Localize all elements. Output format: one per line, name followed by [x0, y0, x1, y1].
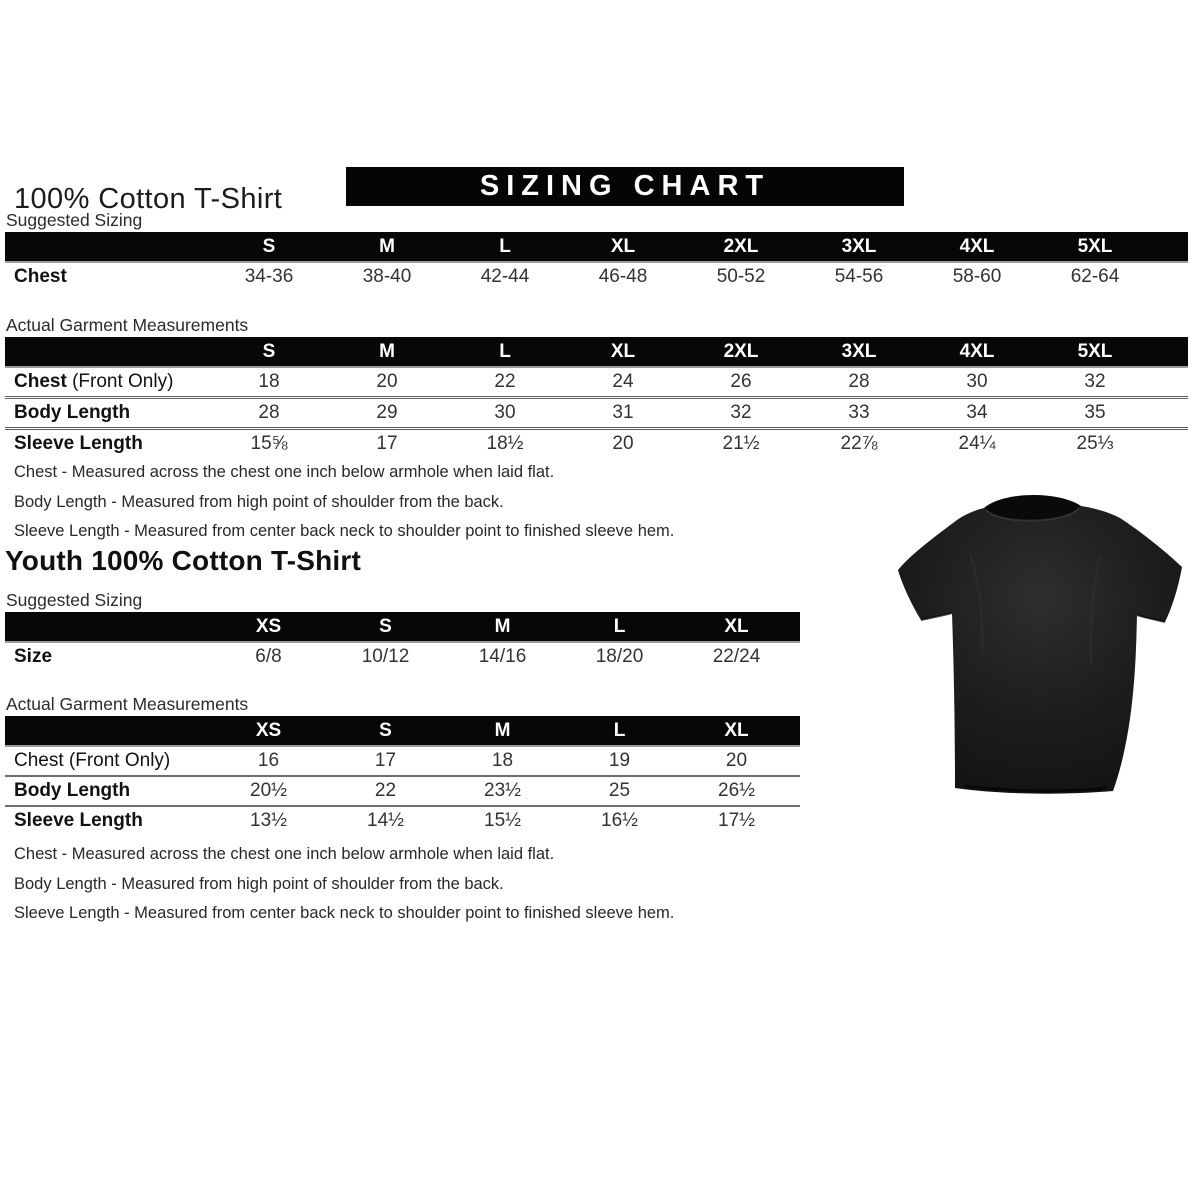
row-label: Sleeve Length — [14, 810, 143, 831]
table-cell: 14½ — [367, 810, 404, 831]
note-line: Chest - Measured across the chest one inch below armhole when laid flat. — [14, 845, 555, 863]
table-row — [5, 263, 1188, 291]
column-header: S — [379, 615, 392, 637]
column-header: 2XL — [723, 235, 759, 257]
sizing-chart-banner-text: SIZING CHART — [479, 170, 771, 202]
note-line: Sleeve Length - Measured from center back neck to shoulder point to finished sleeve hem. — [14, 522, 675, 540]
table-cell: 25⅓ — [1076, 433, 1114, 454]
column-header: XL — [610, 235, 636, 257]
column-header: 3XL — [841, 340, 877, 362]
youth-suggested-sizing-label: Suggested Sizing — [6, 590, 143, 610]
table-cell: 14/16 — [478, 646, 527, 667]
table-cell: 26½ — [718, 780, 755, 801]
column-header: L — [499, 340, 511, 362]
table-row — [5, 427, 1188, 458]
table-row — [5, 396, 1188, 427]
column-header: L — [613, 719, 626, 741]
column-header: XS — [255, 719, 282, 741]
column-header: M — [379, 340, 395, 362]
table-cell: 29 — [376, 402, 398, 423]
youth-actual-measurements-table — [5, 716, 800, 835]
table-cell: 22 — [374, 780, 397, 801]
table-cell: 30 — [966, 371, 988, 392]
table-cell: 6/8 — [255, 646, 282, 667]
table-cell: 23½ — [484, 780, 521, 801]
tshirt-graphic — [885, 494, 1187, 800]
adult-actual-measurements-label: Actual Garment Measurements — [6, 315, 249, 335]
table-header-row — [5, 612, 800, 643]
table-cell: 31 — [612, 402, 634, 423]
note-line: Sleeve Length - Measured from center back neck to shoulder point to finished sleeve hem. — [14, 904, 675, 922]
row-label: Chest (Front Only) — [14, 371, 174, 392]
table-cell: 17 — [374, 750, 397, 771]
column-header: XL — [724, 719, 749, 741]
column-header: L — [613, 615, 626, 637]
table-cell: 35 — [1084, 402, 1106, 423]
row-label: Chest — [14, 266, 67, 287]
youth-measurement-notes — [14, 840, 674, 929]
table-cell: 10/12 — [361, 646, 410, 667]
table-header-row — [5, 232, 1188, 263]
column-header: M — [494, 615, 511, 637]
column-header: L — [499, 235, 511, 257]
column-header: XL — [724, 615, 749, 637]
column-header: 5XL — [1077, 340, 1113, 362]
table-cell: 15½ — [484, 810, 521, 831]
table-cell: 28 — [258, 402, 280, 423]
column-header: 2XL — [723, 340, 759, 362]
table-header-row — [5, 716, 800, 747]
table-cell: 62-64 — [1070, 266, 1120, 287]
adult-actual-measurements-table — [5, 337, 1188, 458]
column-header: 3XL — [841, 235, 877, 257]
column-header: 5XL — [1077, 235, 1113, 257]
youth-suggested-sizing-table — [5, 612, 800, 671]
table-cell: 50-52 — [716, 266, 766, 287]
table-cell: 22 — [494, 371, 516, 392]
table-cell: 22⅞ — [840, 433, 878, 454]
table-cell: 17 — [376, 433, 398, 454]
table-cell: 20 — [612, 433, 634, 454]
table-cell: 13½ — [250, 810, 287, 831]
table-cell: 34 — [966, 402, 988, 423]
black-tshirt-image — [885, 494, 1187, 800]
table-cell: 54-56 — [834, 266, 884, 287]
table-cell: 24¼ — [958, 433, 996, 454]
table-cell: 18½ — [486, 433, 524, 454]
table-row — [5, 805, 800, 835]
table-cell: 20 — [376, 371, 398, 392]
column-header: 4XL — [959, 340, 995, 362]
table-cell: 16½ — [601, 810, 638, 831]
table-cell: 46-48 — [598, 266, 648, 287]
row-label: Size — [14, 646, 53, 667]
table-cell: 17½ — [718, 810, 755, 831]
column-header: S — [262, 340, 276, 362]
table-cell: 26 — [730, 371, 752, 392]
adult-suggested-sizing-table — [5, 232, 1188, 291]
column-header: M — [379, 235, 395, 257]
row-label: Chest (Front Only) — [14, 750, 171, 771]
note-line: Chest - Measured across the chest one inch below armhole when laid flat. — [14, 463, 555, 481]
note-line: Body Length - Measured from high point of shoulder from the back. — [14, 492, 504, 511]
table-row — [5, 747, 800, 775]
column-header: XL — [610, 340, 636, 362]
table-cell: 28 — [848, 371, 870, 392]
table-row — [5, 643, 800, 671]
table-cell: 20½ — [250, 780, 287, 801]
table-cell: 32 — [1084, 371, 1106, 392]
table-cell: 19 — [608, 750, 631, 771]
table-cell: 34-36 — [244, 266, 294, 287]
sizing-chart-banner — [346, 167, 904, 206]
page-title: 100% Cotton T-Shirt — [14, 183, 283, 216]
adult-suggested-sizing-label: Suggested Sizing — [6, 210, 143, 230]
table-cell: 21½ — [722, 433, 760, 454]
table-cell: 24 — [612, 371, 634, 392]
row-label: Sleeve Length — [14, 433, 143, 454]
table-cell: 38-40 — [362, 266, 412, 287]
table-cell: 33 — [848, 402, 870, 423]
column-header: 4XL — [959, 235, 995, 257]
table-cell: 25 — [608, 780, 631, 801]
table-cell: 18 — [258, 371, 280, 392]
row-label: Body Length — [14, 402, 131, 423]
column-header: XS — [255, 615, 282, 637]
table-cell: 42-44 — [480, 266, 530, 287]
table-row — [5, 368, 1188, 396]
table-cell: 20 — [725, 750, 748, 771]
table-cell: 22/24 — [712, 646, 761, 667]
table-cell: 32 — [730, 402, 752, 423]
table-cell: 16 — [257, 750, 280, 771]
youth-actual-measurements-label: Actual Garment Measurements — [6, 694, 249, 714]
table-cell: 18/20 — [595, 646, 644, 667]
table-header-row — [5, 337, 1188, 368]
adult-measurement-notes — [14, 458, 674, 547]
column-header: S — [262, 235, 276, 257]
note-line: Body Length - Measured from high point of shoulder from the back. — [14, 874, 504, 893]
youth-section-title: Youth 100% Cotton T-Shirt — [5, 545, 362, 576]
table-cell: 18 — [491, 750, 514, 771]
table-cell: 58-60 — [952, 266, 1002, 287]
table-cell: 30 — [494, 402, 516, 423]
table-cell: 15⅝ — [250, 433, 288, 454]
column-header: S — [379, 719, 392, 741]
column-header: M — [494, 719, 511, 741]
table-row — [5, 775, 800, 805]
row-label: Body Length — [14, 780, 131, 801]
